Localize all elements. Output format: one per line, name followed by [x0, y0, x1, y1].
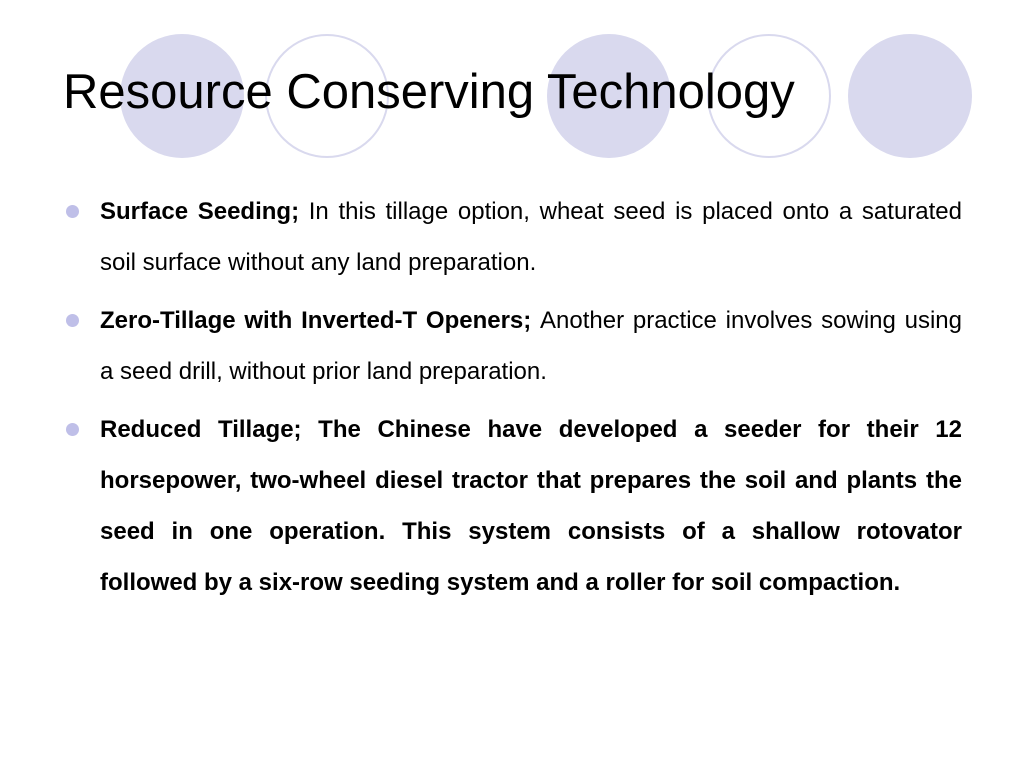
bullet-item-surface-seeding: [64, 186, 962, 288]
bullet-dot-icon: [66, 423, 79, 436]
decorative-circle-filled: [848, 34, 972, 158]
slide-title: Resource Conserving Technology: [63, 65, 795, 119]
bullet-list: [64, 186, 962, 615]
bullet-term: Reduced Tillage;: [100, 416, 319, 443]
bullet-term: Zero-Tillage with Inverted-T Openers;: [100, 307, 541, 334]
bullet-term: Surface Seeding;: [100, 198, 309, 225]
bullet-item-zero-tillage: [64, 295, 962, 397]
bullet-text: The Chinese have developed a seeder for their 12 horsepower, two-wheel diesel tractor that prepares the soil and plants the seed in one operation. This system consists of a shallow rotovator followed by a six-row seeding system and a roller for soil compaction.: [100, 416, 962, 596]
bullet-text: Another practice involves sowing using a seed drill, without prior land preparation.: [100, 307, 962, 385]
bullet-dot-icon: [66, 205, 79, 218]
bullet-item-reduced-tillage: [64, 404, 962, 608]
bullet-dot-icon: [66, 314, 79, 327]
bullet-text: In this tillage option, wheat seed is placed onto a saturated soil surface without any land preparation.: [100, 198, 962, 276]
